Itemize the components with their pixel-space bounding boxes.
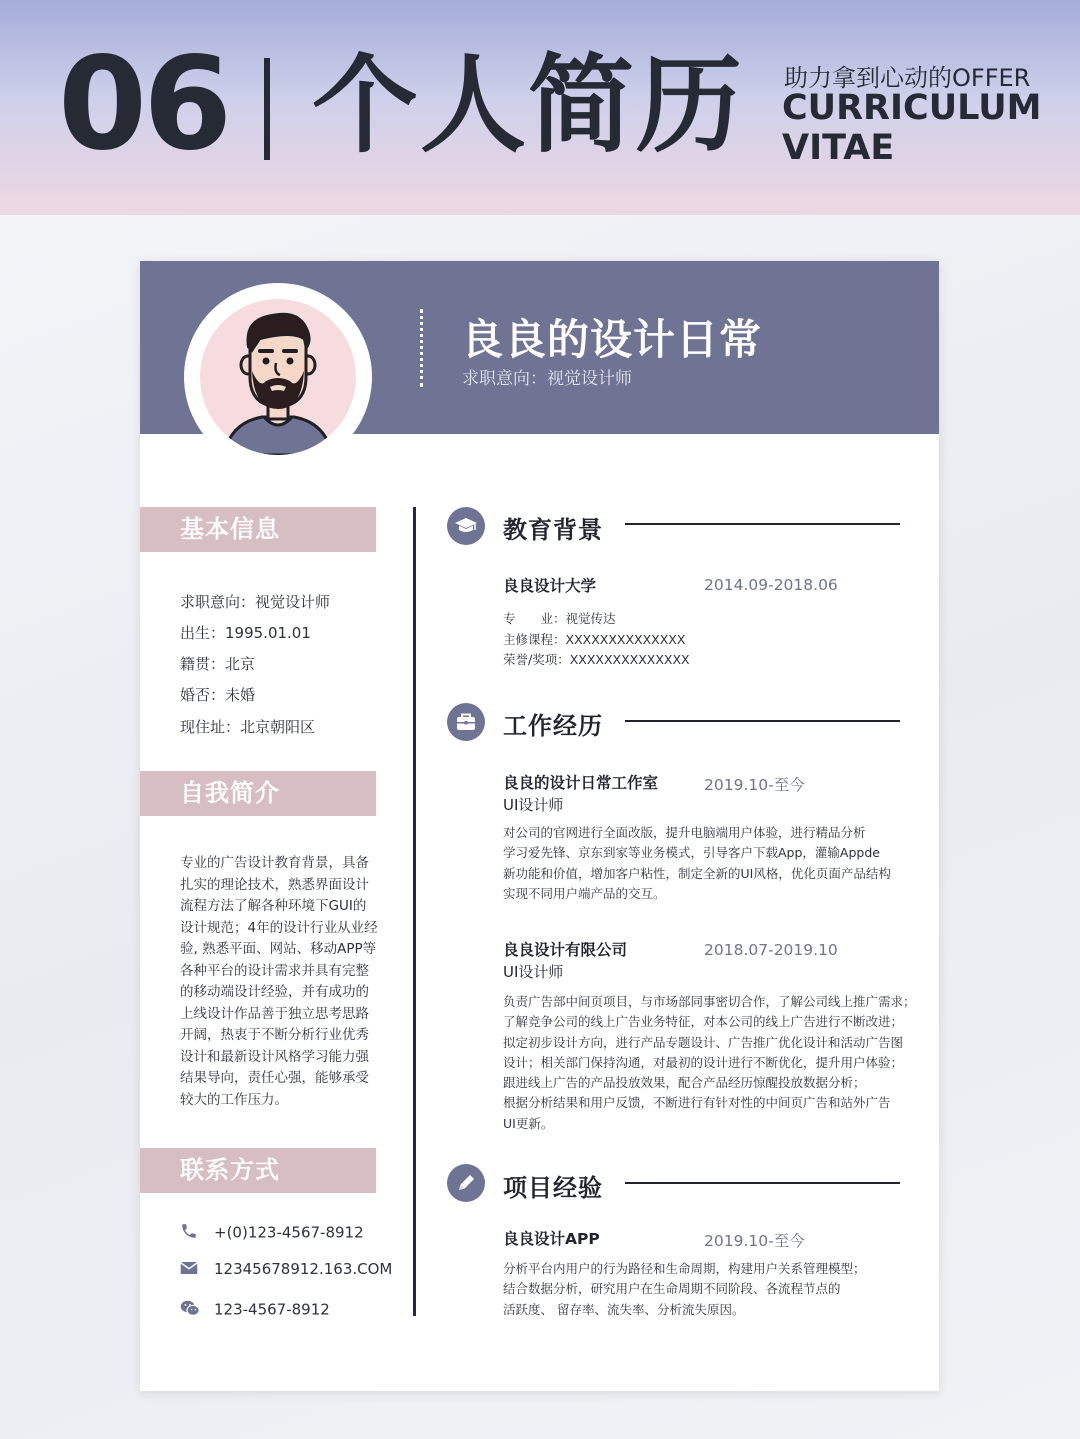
self-intro-line: 上线设计作品善于独立思考思路 (180, 1005, 369, 1022)
phone-icon (180, 1222, 214, 1244)
self-intro-line: 设计和最新设计风格学习能力强 (180, 1048, 369, 1065)
contact-phone (180, 1222, 364, 1244)
banner-divider (420, 309, 423, 387)
projects-rule (625, 1182, 900, 1184)
header-subtitle: 助力拿到心动的OFFER (784, 64, 1031, 92)
self-intro-text (180, 853, 376, 1111)
job-role: UI设计师 (503, 963, 564, 981)
education-honors: 荣誉/奖项：XXXXXXXXXXXXXX (503, 652, 690, 667)
projects-heading: 项目经验 (503, 1174, 603, 1202)
education-rule (625, 523, 900, 525)
basic-info-item: 现住址：北京朝阳区 (180, 718, 316, 736)
job-company: 良良设计有限公司 (503, 941, 628, 959)
project-description-line: 结合数据分析，研究用户在生命周期不同阶段、各流程节点的 (503, 1281, 841, 1297)
job-description-line: 学习爱先锋、京东到家等业务模式，引导客户下载App，灌输Appde (503, 845, 880, 861)
education-date: 2014.09-2018.06 (704, 576, 838, 594)
contact-email (180, 1260, 392, 1279)
contact-phone-text: +(0)123-4567-8912 (214, 1223, 364, 1242)
education-courses: 主修课程：XXXXXXXXXXXXXX (503, 632, 686, 647)
work-heading: 工作经历 (503, 712, 603, 740)
self-intro-line: 流程方法了解各种环境下GUI的 (180, 898, 367, 914)
education-school: 良良设计大学 (503, 577, 597, 595)
profile-job-intent: 求职意向：视觉设计师 (462, 369, 632, 389)
job-date: 2018.07-2019.10 (704, 941, 838, 959)
header-divider (264, 58, 270, 160)
job-description (503, 992, 916, 1134)
job-date: 2019.10-至今 (704, 776, 805, 794)
self-intro-line: 开阔，热衷于不断分析行业优秀 (180, 1027, 369, 1043)
self-intro-heading: 自我简介 (140, 771, 376, 816)
self-intro-line: 专业的广告设计教育背景，具备 (180, 855, 369, 871)
contact-wechat-text: 123-4567-8912 (214, 1300, 330, 1319)
wechat-icon (180, 1299, 214, 1321)
project-description-line: 活跃度、 留存率、流失率、分析流失原因。 (503, 1301, 745, 1317)
avatar (184, 283, 372, 471)
contact-wechat (180, 1299, 330, 1321)
header-english-line2: VITAE (782, 128, 895, 168)
project-name: 良良设计APP (503, 1230, 600, 1248)
self-intro-line: 的移动端设计经验，并有成功的 (180, 984, 369, 1000)
job-description-line: 实现不同用户端产品的交互。 (503, 885, 666, 901)
job-company: 良良的设计日常工作室 (503, 774, 659, 792)
basic-info-item: 婚否：未婚 (180, 686, 256, 704)
job-description-line: 负责广告部中间页项目，与市场部同事密切合作，了解公司线上推广需求； (503, 994, 916, 1009)
self-intro-line: 结果导向，责任心强，能够承受 (180, 1070, 369, 1086)
job-role: UI设计师 (503, 796, 564, 814)
education-heading: 教育背景 (503, 516, 603, 544)
basic-info-heading: 基本信息 (140, 507, 376, 552)
education-major: 专 业：视觉传达 (503, 611, 616, 626)
graduation-cap-icon (447, 507, 485, 545)
job-description-line: 设计；相关部门保持沟通，对最初的设计进行不断优化，提升用户体验； (503, 1054, 904, 1070)
job-description-line: 根据分析结果和用户反馈，不断进行有针对性的中间页广告和站外广告 (503, 1095, 891, 1111)
job-description-line: 跟进线上广告的产品投放效果，配合产品经历惊醒投放数据分析； (503, 1075, 866, 1091)
self-intro-line: 设计规范；4年的设计行业从业经 (180, 919, 378, 936)
job-description-line: 对公司的官网进行全面改版，提升电脑端用户体验，进行精品分析 (503, 825, 866, 840)
job-description-line: 拟定初步设计方向，进行产品专题设计、广告推广优化设计和活动广告图 (503, 1034, 904, 1050)
header-english-line1: CURRICULUM (782, 88, 1042, 128)
column-divider (413, 507, 416, 1316)
self-intro-line: 扎实的理论技术，熟悉界面设计 (180, 876, 369, 893)
project-description (503, 1259, 866, 1320)
profile-name: 良良的设计日常 (461, 315, 763, 364)
header-number: 06 (58, 30, 229, 179)
self-intro-line: 各种平台的设计需求并具有完整 (180, 962, 369, 979)
job-description-line: 了解竞争公司的线上广告业务特征，对本公司的线上广告进行不断改进； (503, 1014, 904, 1030)
project-date: 2019.10-至今 (704, 1232, 805, 1250)
self-intro-line: 验, 熟悉平面、网站、移动APP等 (180, 941, 377, 957)
pencil-icon (447, 1164, 485, 1202)
project-description-line: 分析平台内用户的行为路径和生命周期，构建用户关系管理模型； (503, 1261, 866, 1276)
briefcase-icon (447, 703, 485, 741)
basic-info-item: 出生：1995.01.01 (180, 624, 311, 642)
envelope-icon (180, 1261, 214, 1279)
contact-heading: 联系方式 (140, 1148, 376, 1193)
work-rule (625, 720, 900, 722)
basic-info-item: 籍贯：北京 (180, 655, 256, 673)
header-english (782, 88, 1041, 168)
avatar-illustration-icon (200, 299, 356, 455)
job-description-line: UI更新。 (503, 1115, 554, 1131)
job-description (503, 823, 891, 904)
job-description-line: 新功能和价值，增加客户粘性，制定全新的UI风格，优化页面产品结构 (503, 865, 891, 881)
contact-email-text: 12345678912.163.COM (214, 1260, 393, 1278)
self-intro-line: 较大的工作压力。 (180, 1091, 288, 1108)
resume-card (140, 261, 939, 1391)
basic-info-item: 求职意向：视觉设计师 (180, 593, 331, 611)
header-title: 个人简历 (312, 44, 744, 167)
